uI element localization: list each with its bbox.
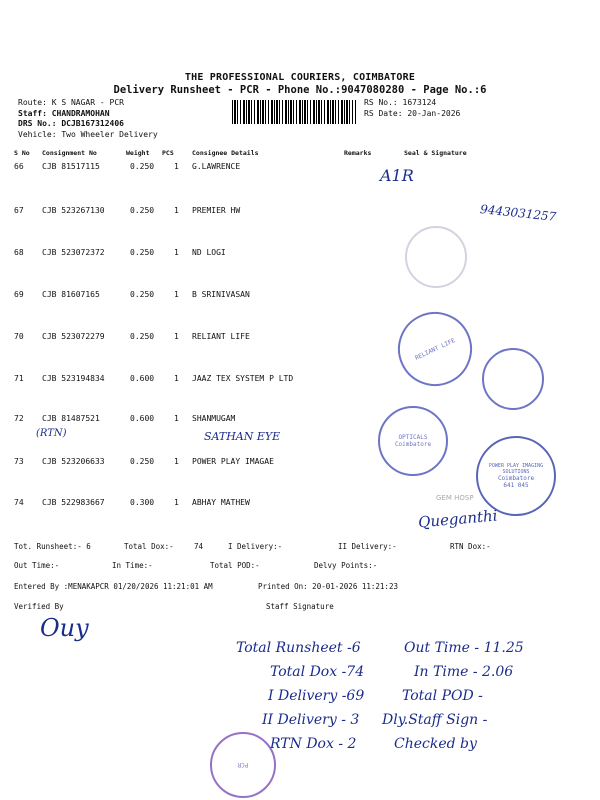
pcr-stamp: PCR <box>210 732 276 798</box>
row-consignment: CJB 523206633 <box>42 457 105 466</box>
meta-right <box>364 98 460 119</box>
staff-text: Staff: CHANDRAMOHAN <box>18 108 110 118</box>
faint-stamp <box>405 226 467 288</box>
hw-out-time: Out Time - 11.25 <box>404 640 524 656</box>
row-consignment: CJB 523072279 <box>42 332 105 341</box>
out-time-label: Out Time:- <box>14 561 60 570</box>
row-sno: 72 <box>14 414 24 423</box>
row74-signature: Queganthi <box>417 506 499 532</box>
row-pcs: 1 <box>174 206 179 215</box>
row-sno: 69 <box>14 290 24 299</box>
row-weight: 0.250 <box>130 162 155 171</box>
round-stamp <box>482 348 544 410</box>
document-title: THE PROFESSIONAL COURIERS, COIMBATORE <box>184 72 416 83</box>
meta-left <box>18 98 158 140</box>
row-weight: 0.300 <box>130 498 155 507</box>
row-consignee: POWER PLAY IMAGAE <box>192 457 274 466</box>
hw-total-dox: Total Dox -74 <box>270 664 365 680</box>
row-sno: 71 <box>14 374 24 383</box>
col-weight: Weight <box>126 149 150 157</box>
row-pcs: 1 <box>174 332 179 341</box>
row-weight: 0.600 <box>130 414 155 423</box>
reliant-stamp: RELIANT LIFE <box>386 300 484 398</box>
row67-phone: 9443031257 <box>479 202 557 224</box>
tot-runsheet: Tot. Runsheet:- 6 <box>14 542 91 551</box>
row72-rtn-note: (RTN) <box>36 428 67 439</box>
hw-total-pod: Total POD - <box>402 688 483 704</box>
row-weight: 0.250 <box>130 206 155 215</box>
col-seal: Seal & Signature <box>404 149 467 157</box>
row-consignee: ABHAY MATHEW <box>192 498 250 507</box>
row-consignment: CJB 522983667 <box>42 498 105 507</box>
hw-in-time: In Time - 2.06 <box>414 664 514 680</box>
hw-dly-staff-sign: Dly.Staff Sign - <box>382 712 488 728</box>
row-consignee: G.LAWRENCE <box>192 162 241 171</box>
total-dox-value: 74 <box>194 542 204 551</box>
col-remarks: Remarks <box>344 149 372 157</box>
row-sno: 67 <box>14 206 24 215</box>
vehicle-text: Vehicle: Two Wheeler Delivery <box>18 129 158 139</box>
row66-signature: A1R <box>380 166 414 185</box>
hw-checked-by: Checked by <box>394 736 477 752</box>
route-text: Route: K S NAGAR - PCR <box>18 98 124 107</box>
row-consignment: CJB 523072372 <box>42 248 105 257</box>
row-consignee: JAAZ TEX SYSTEM P LTD <box>192 374 294 383</box>
row-pcs: 1 <box>174 457 179 466</box>
row-pcs: 1 <box>174 374 179 383</box>
row-sno: 66 <box>14 162 24 171</box>
rtn-dox-label: RTN Dox:- <box>450 542 491 551</box>
power-play-stamp <box>476 436 556 516</box>
row-weight: 0.600 <box>130 374 155 383</box>
row-consignment: CJB 523267130 <box>42 206 105 215</box>
row-sno: 70 <box>14 332 24 341</box>
row-consignee: PREMIER HW <box>192 206 241 215</box>
entered-by: Entered By :MENAKAPCR 01/20/2026 11:21:01 AM <box>14 582 213 591</box>
row-pcs: 1 <box>174 290 179 299</box>
drs-text: DRS No.: DCJB167312406 <box>18 119 124 128</box>
row-sno: 73 <box>14 457 24 466</box>
row-consignment: CJB 523194834 <box>42 374 105 383</box>
total-dox-label: Total Dox:- <box>124 542 174 551</box>
row-pcs: 1 <box>174 414 179 423</box>
col-consignee: Consignee Details <box>192 149 259 157</box>
row-sno: 74 <box>14 498 24 507</box>
power-play-stamp-pin: 641 045 <box>503 482 529 489</box>
row-consignment: CJB 81607165 <box>42 290 100 299</box>
rs-date-text: RS Date: 20-Jan-2026 <box>364 108 461 118</box>
total-pod-label: Total POD:- <box>210 561 260 570</box>
row-consignee: RELIANT LIFE <box>192 332 250 341</box>
col-pcs: PCS <box>162 149 174 157</box>
runsheet-subtitle: Delivery Runsheet - PCR - Phone No.:9047080280 - Page No.:6 <box>113 84 487 96</box>
verified-by-label: Verified By <box>14 602 64 611</box>
hw-ii-delivery: II Delivery - 3 <box>262 712 360 728</box>
row-weight: 0.250 <box>130 457 155 466</box>
row-pcs: 1 <box>174 498 179 507</box>
row-consignee: SHANMUGAM <box>192 414 236 423</box>
verified-signature: Ouy <box>40 614 89 642</box>
row-weight: 0.250 <box>130 248 155 257</box>
row-pcs: 1 <box>174 248 179 257</box>
row-weight: 0.250 <box>130 332 155 341</box>
in-time-label: In Time:- <box>112 561 153 570</box>
hw-total-runsheet: Total Runsheet -6 <box>236 640 361 656</box>
opticals-stamp: OPTICALS Coimbatore <box>378 406 448 476</box>
rs-no-text: RS No.: 1673124 <box>364 98 437 107</box>
power-play-stamp-city: Coimbatore <box>497 475 535 482</box>
power-play-stamp-name: POWER PLAY IMAGING SOLUTIONS <box>488 463 544 475</box>
gem-stamp-text: GEM HOSP <box>436 494 474 502</box>
row-weight: 0.250 <box>130 290 155 299</box>
ii-delivery-label: II Delivery:- <box>338 542 397 551</box>
hw-rtn-dox: RTN Dox - 2 <box>270 736 357 752</box>
row-sno: 68 <box>14 248 24 257</box>
row-consignment: CJB 81487521 <box>42 414 100 423</box>
col-sno: S No <box>14 149 30 157</box>
hw-i-delivery: I Delivery -69 <box>268 688 365 704</box>
barcode-image <box>232 100 356 124</box>
row-consignment: CJB 81517115 <box>42 162 100 171</box>
i-delivery-label: I Delivery:- <box>228 542 283 551</box>
row-consignee: B SRINIVASAN <box>192 290 250 299</box>
row-consignee: ND LOGI <box>192 248 226 257</box>
printed-on: Printed On: 20-01-2026 11:21:23 <box>258 582 398 591</box>
row-pcs: 1 <box>174 162 179 171</box>
delvy-points-label: Delvy Points:- <box>314 561 378 570</box>
col-consignment: Consignment No <box>42 149 97 157</box>
row72-note: SATHAN EYE <box>204 430 281 443</box>
staff-signature-label: Staff Signature <box>266 602 334 611</box>
